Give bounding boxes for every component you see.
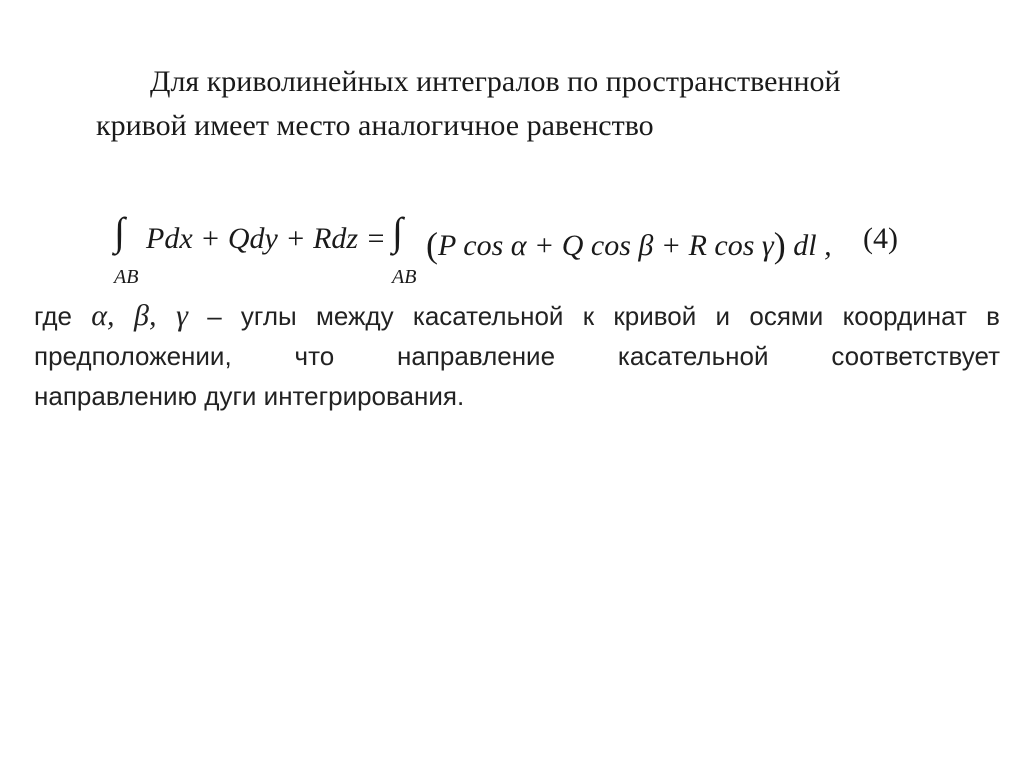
rhs-differential: dl , <box>793 229 832 262</box>
explanation-paragraph <box>34 296 1000 416</box>
equation-number: (4) <box>863 222 898 255</box>
intro-line-2: кривой имеет место аналогичное равенство <box>96 109 654 142</box>
equation-4 <box>108 208 1008 298</box>
lhs-lower-limit: AB <box>114 266 139 288</box>
rhs-expression: P cos α + Q cos β + R cos γ <box>438 229 774 262</box>
intro-paragraph <box>96 60 966 148</box>
rhs-integral-sign: ∫ <box>392 209 403 254</box>
rhs-lower-limit: AB <box>392 266 417 288</box>
explanation-line-3: направлению дуги интегрирования. <box>34 381 465 411</box>
rhs-close-paren: ) <box>773 225 786 265</box>
intro-line-1: Для криволинейных интегралов по пространственной <box>150 65 841 98</box>
explanation-line-2: предположении, что направление касательной соответствует <box>34 341 1000 371</box>
explanation-prefix: где <box>34 301 72 331</box>
lhs-integral-sign: ∫ <box>114 209 125 254</box>
rhs-expression-group <box>426 222 832 264</box>
rhs-open-paren: ( <box>426 225 438 265</box>
explanation-line-1-text: – углы между касательной к кривой и осями координат в <box>207 301 1000 331</box>
greek-angles: α, β, γ <box>91 299 188 332</box>
lhs-expression: Pdx + Qdy + Rdz = <box>146 222 386 255</box>
explanation-line-1 <box>34 296 1000 336</box>
